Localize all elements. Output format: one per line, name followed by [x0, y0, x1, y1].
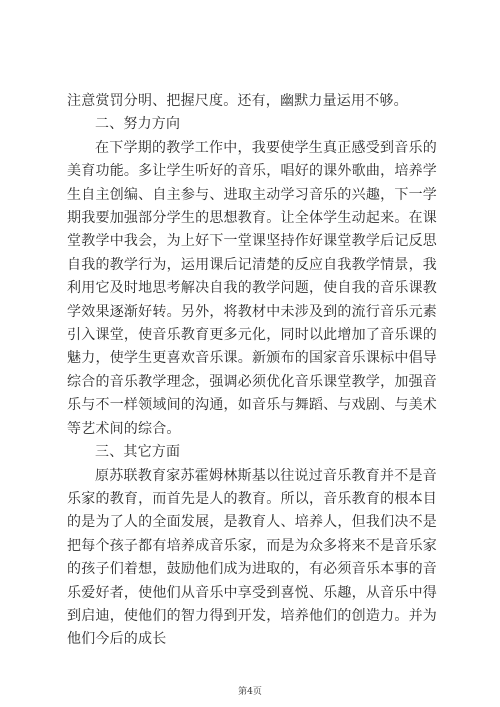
section-heading-other-aspects: 三、其它方面 — [95, 444, 181, 461]
paragraph-other-aspects: 原苏联教育家苏霍姆林斯基以往说过音乐教育并不是音乐家的教育，而首先是人的教育。所以，音乐教育的根本目的是为了人的全面发展，是教育人、培养人，但我们决不是把每个孩子都有培养成音乐家，而是为众多将来不是音乐家的孩子们着想，鼓励他们成为进取的，有必须音乐本事的音乐爱好者，使他们从音乐中享受到喜悦、乐趣，从音乐中得到启迪，使他们的智力得到开发，培养他们的创造力。并为他们今后的成长 — [67, 467, 437, 648]
paragraph-effort-direction: 在下学期的教学工作中，我要使学生真正感受到音乐的美育功能。多让学生听好的音乐，唱好的课外歌曲，培养学生自主创编、自主参与、进取主动学习音乐的兴趣，下一学期我要加强部分学生的思想教育。让全体学生动起来。在课堂教学中我会，为上好下一堂课坚持作好课堂教学后记反思自我的教学行为，运用课后记清楚的反应自我教学情景，我利用它及时地思考解决自我的教学问题，使自我的音乐课教学效果逐渐好转。另外，将教材中未涉及到的流行音乐元素引入课堂，使音乐教育更多元化，同时以此增加了音乐课的魅力，使学生更喜欢音乐课。新颁布的国家音乐课标中倡导综合的音乐教学理念，强调必须优化音乐课堂教学，加强音乐与不一样领域间的沟通，如音乐与舞蹈、与戏剧、与美术等艺术间的综合。 — [67, 139, 437, 437]
page-number: 第4页 — [238, 687, 262, 697]
paragraph-continuation: 注意赏罚分明、把握尺度。还有，幽默力量运用不够。 — [67, 93, 408, 109]
section-heading-effort-direction: 二、努力方向 — [95, 116, 181, 133]
document-body — [67, 90, 437, 652]
